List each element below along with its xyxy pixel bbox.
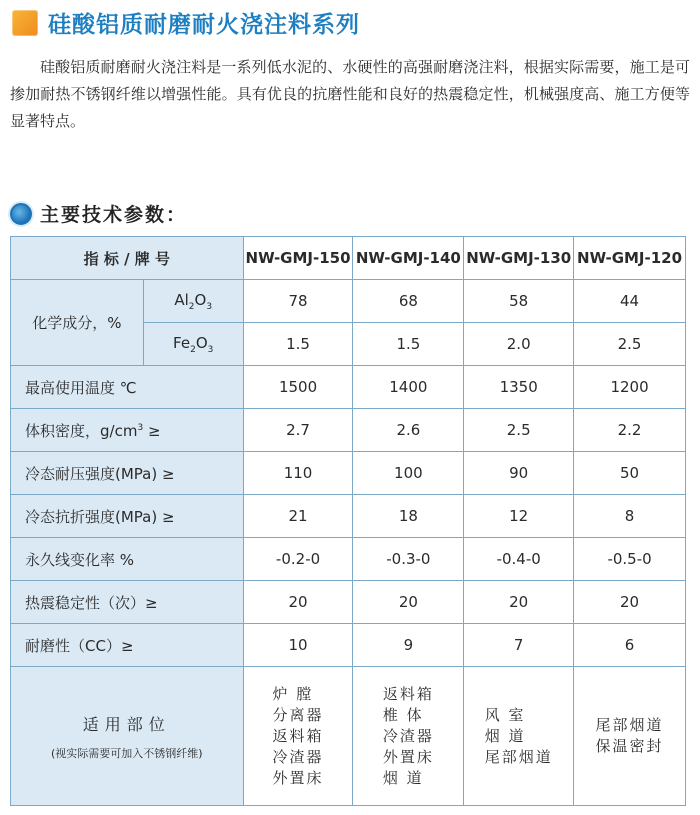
section-heading (10, 200, 187, 227)
al2o3-label: $Al_2O_3$ (143, 280, 243, 323)
uses-cell (353, 667, 464, 806)
uses-note: (视实际需要可加入不锈钢纤维) (51, 746, 203, 760)
table-cell: 58 (464, 280, 574, 323)
table-row (11, 538, 686, 581)
bullet-circle-icon (10, 203, 32, 225)
intro-paragraph: 硅酸铝质耐磨耐火浇注料是一系列低水泥的、水硬性的高强耐磨浇注料，根据实际需要，施工是可掺加耐热不锈钢纤维以增强性能。具有优良的抗磨性能和良好的热震稳定性，机械强度高、施工方便等显著特点。 (10, 58, 690, 130)
max-temp-label: 最高使用温度 ℃ (11, 366, 244, 409)
table-cell: -0.4-0 (464, 538, 574, 581)
page-title: 硅酸铝质耐磨耐火浇注料系列 (48, 12, 360, 38)
table-cell: -0.5-0 (574, 538, 686, 581)
table-cell: 12 (464, 495, 574, 538)
uses-label: 适用部位 (82, 714, 171, 734)
grade-header: NW-GMJ-150 (243, 237, 353, 280)
uses-cell (464, 667, 574, 806)
uses-cell (574, 667, 686, 806)
table-cell: 68 (353, 280, 464, 323)
table-cell: 1.5 (353, 323, 464, 366)
list-item: 烟 道 (484, 726, 526, 745)
abrasion-label: 耐磨性（CC）≥ (11, 624, 244, 667)
grade-header: NW-GMJ-120 (574, 237, 686, 280)
table-cell: -0.2-0 (243, 538, 353, 581)
list-item: 分离器 (272, 705, 324, 724)
table-cell: 10 (243, 624, 353, 667)
table-cell: 1200 (574, 366, 686, 409)
table-header-row (11, 237, 686, 280)
table-cell: 6 (574, 624, 686, 667)
grade-header: NW-GMJ-130 (464, 237, 574, 280)
uses-label-cell (11, 667, 244, 806)
table-cell: 7 (464, 624, 574, 667)
table-row (11, 366, 686, 409)
table-cell: 2.0 (464, 323, 574, 366)
table-cell: 100 (353, 452, 464, 495)
list-item: 冷渣器 (272, 747, 324, 766)
table-cell: 78 (243, 280, 353, 323)
table-cell: 2.5 (574, 323, 686, 366)
thermal-shock-label: 热震稳定性（次）≥ (11, 581, 244, 624)
cold-crush-label: 冷态耐压强度(MPa) ≥ (11, 452, 244, 495)
table-cell: 1400 (353, 366, 464, 409)
list-item: 冷渣器 (382, 726, 434, 745)
table-row (11, 667, 686, 806)
list-item: 保温密封 (595, 737, 664, 755)
corner-header-cell: 指 标 / 牌 号 (11, 237, 244, 280)
table-row (11, 452, 686, 495)
table-cell: 9 (353, 624, 464, 667)
page-title-bar (12, 6, 360, 39)
list-item: 椎 体 (382, 705, 424, 724)
table-cell: 44 (574, 280, 686, 323)
title-square-icon (12, 10, 38, 36)
table-cell: 2.5 (464, 409, 574, 452)
table-cell: 90 (464, 452, 574, 495)
list-item: 尾部烟道 (595, 716, 664, 734)
list-item: 尾部烟道 (484, 747, 553, 766)
table-cell: 50 (574, 452, 686, 495)
list-item: 外置床 (272, 768, 324, 787)
table-row (11, 280, 686, 323)
linear-change-label: 永久线变化率 % (11, 538, 244, 581)
parameters-table (10, 236, 686, 806)
table-cell: -0.3-0 (353, 538, 464, 581)
table-cell: 2.6 (353, 409, 464, 452)
table-cell: 20 (574, 581, 686, 624)
table-cell: 8 (574, 495, 686, 538)
table-cell: 20 (464, 581, 574, 624)
grade-header: NW-GMJ-140 (353, 237, 464, 280)
table-cell: 2.7 (243, 409, 353, 452)
section-title: 主要技术参数： (40, 204, 188, 226)
table-cell: 2.2 (574, 409, 686, 452)
uses-cell (243, 667, 353, 806)
table-cell: 1.5 (243, 323, 353, 366)
list-item: 外置床 (382, 747, 434, 766)
table-row (11, 409, 686, 452)
table-row (11, 495, 686, 538)
table-cell: 21 (243, 495, 353, 538)
table-cell: 18 (353, 495, 464, 538)
list-item: 烟 道 (382, 768, 424, 787)
table-cell: 20 (243, 581, 353, 624)
table-row (11, 581, 686, 624)
table-cell: 20 (353, 581, 464, 624)
fe2o3-label: $Fe_2O_3$ (143, 323, 243, 366)
list-item: 风 室 (484, 705, 526, 724)
density-label: 体积密度，$g/cm^3$ ≥ (11, 409, 244, 452)
chem-composition-label: 化学成分，% (11, 280, 144, 366)
list-item: 返料箱 (382, 684, 434, 703)
table-cell: 1500 (243, 366, 353, 409)
table-cell: 1350 (464, 366, 574, 409)
list-item: 返料箱 (272, 726, 324, 745)
list-item: 炉 膛 (272, 684, 314, 703)
table-cell: 110 (243, 452, 353, 495)
cold-flex-label: 冷态抗折强度(MPa) ≥ (11, 495, 244, 538)
table-row (11, 624, 686, 667)
